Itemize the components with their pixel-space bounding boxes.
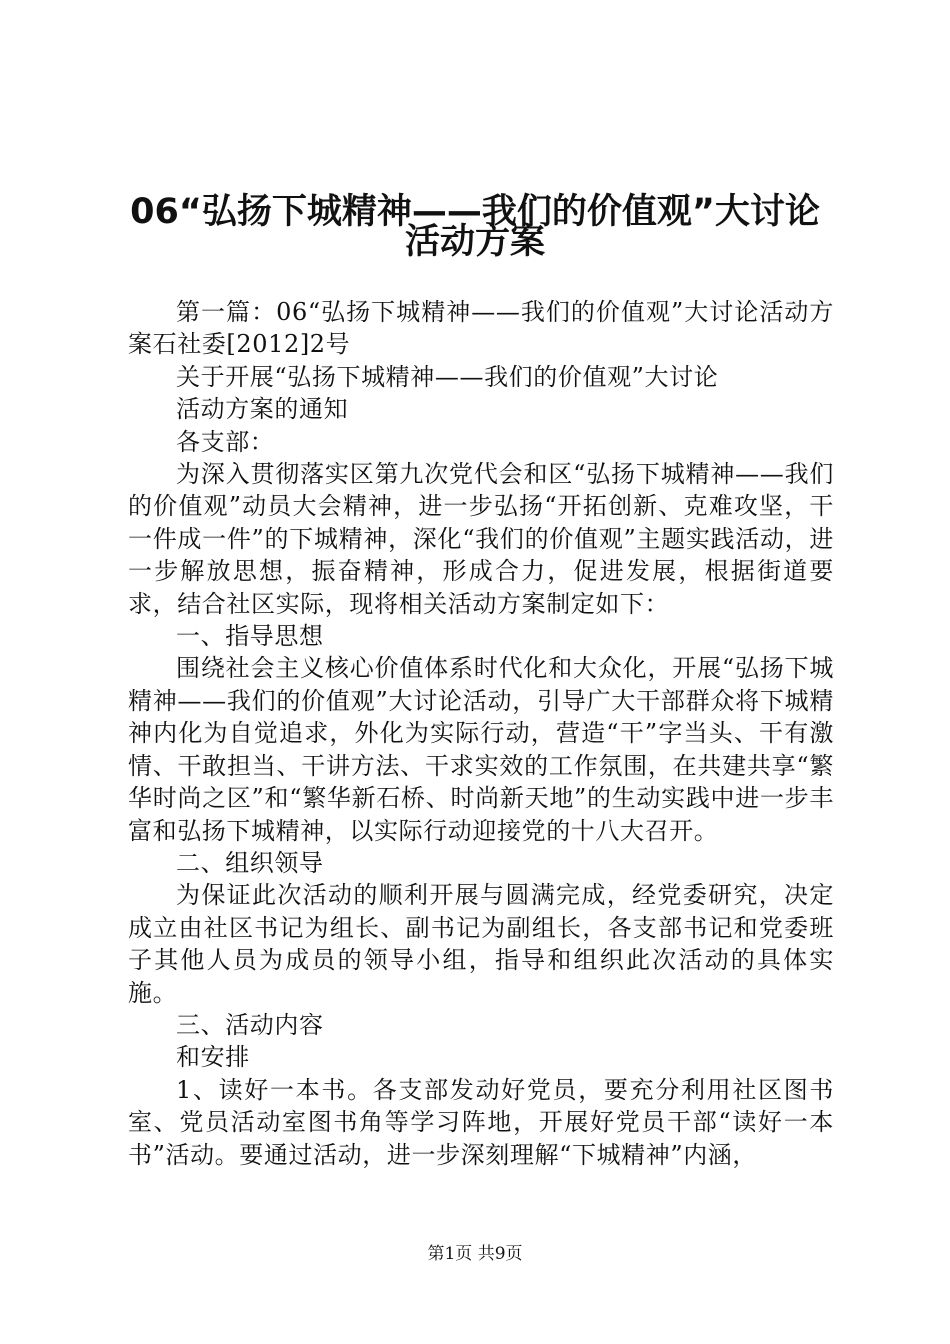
paragraph-salutation: 各支部： [176,427,275,456]
document-body [128,296,834,1171]
section-heading-activities: 三、活动内容 [176,1010,324,1039]
paragraph-purpose: 为深入贯彻落实区第九次党代会和区“弘扬下城精神——我们的价值观”动员大会精神，进一步弘扬“开拓创新、克难攻坚，干一件成一件”的下城精神，深化“我们的价值观”主题实践活动，进一步解放思想，振奋精神，形成合力，促进发展，根据街道要求，结合社区实际，现将相关活动方案制定如下： [128,460,834,618]
document-title-line-1: 06“弘扬下城精神——我们的价值观”大讨论 [130,192,820,232]
paragraph-intro: 第一篇：06“弘扬下城精神——我们的价值观”大讨论活动方案石社委[2012]2号 [128,298,834,359]
section-heading-organization: 二、组织领导 [176,848,324,877]
section-heading-guiding-ideology: 一、指导思想 [176,622,324,651]
paragraph-activity-1: 1、读好一本书。各支部发动好党员，要充分利用社区图书室、党员活动室图书角等学习阵地，开展好党员干部“读好一本书”活动。要通过活动，进一步深刻理解“下城精神”内涵， [128,1075,834,1169]
paragraph-organization: 为保证此次活动的顺利开展与圆满完成，经党委研究，决定成立由社区书记为组长、副书记为副组长，各支部书记和党委班子其他人员为成员的领导小组，指导和组织此次活动的具体实施。 [128,881,834,1007]
page-number: 第1页 共9页 [427,1244,523,1264]
section-heading-activities-cont: 和安排 [176,1043,250,1072]
paragraph-notice-title-1: 关于开展“弘扬下城精神——我们的价值观”大讨论 [176,362,719,391]
paragraph-guiding-ideology: 围绕社会主义核心价值体系时代化和大众化，开展“弘扬下城精神——我们的价值观”大讨论活动，引导广大干部群众将下城精神内化为自觉追求，外化为实际行动，营造“干”字当头、干有激情、干敢担当、干讲方法、干求实效的工作氛围，在共建共享“繁华时尚之区”和“繁华新石桥、时尚新天地”的生动实践中进一步丰富和弘扬下城精神，以实际行动迎接党的十八大召开。 [128,654,834,845]
document-title-line-2: 活动方案 [404,222,545,262]
paragraph-notice-title-2: 活动方案的通知 [176,395,349,424]
